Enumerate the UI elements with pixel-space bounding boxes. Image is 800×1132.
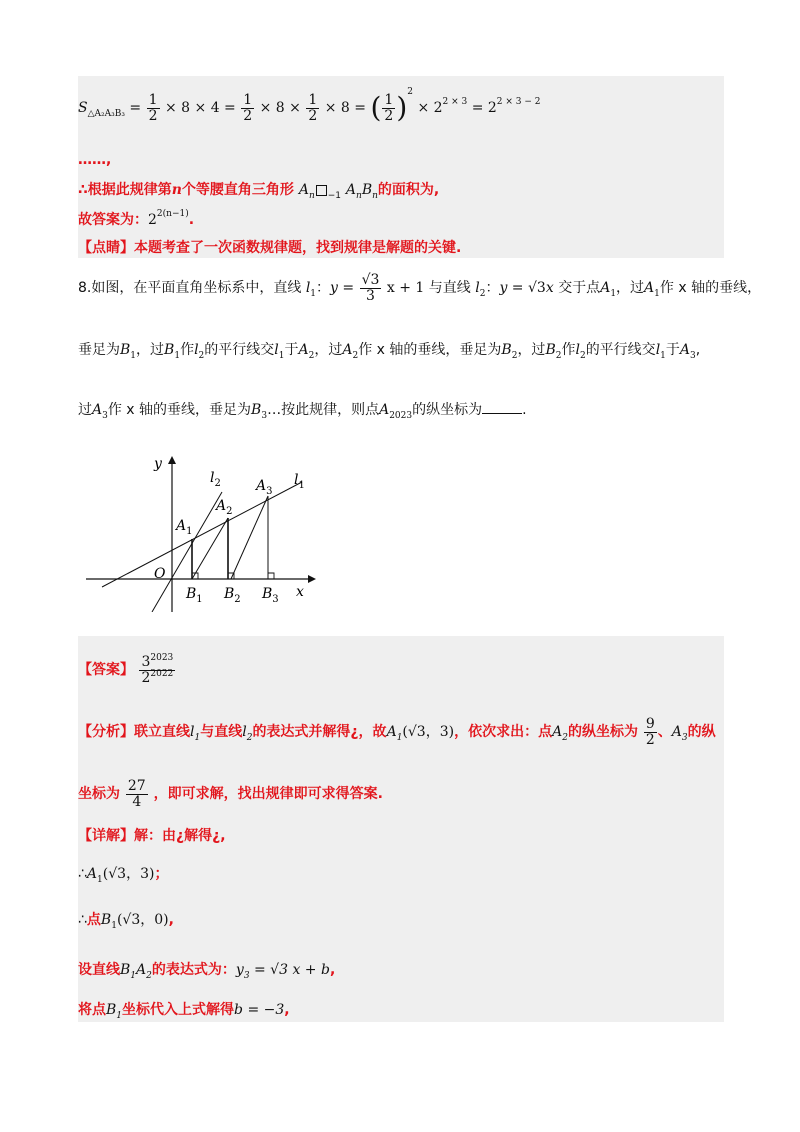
x-axis-label: x (296, 584, 304, 600)
b1-label: $B_1$ (186, 586, 203, 605)
answer-line-top: 故答案为：$2^{2(n-1)}$. (78, 209, 195, 228)
analysis-line-2: 坐标为 $\frac{27}{4}$ ，即可求解，找出规律即可求得答案. (78, 777, 383, 810)
answer-blank (482, 401, 522, 414)
comment-line: 【点睛】本题考查了一次函数规律题，找到规律是解题的关键. (78, 240, 462, 256)
question-line-3: 过$A_3$作 x 轴的垂线，垂足为$B_3\dots$按此规律，则点$A_{2023}$的纵坐标为 . (78, 402, 527, 421)
a3-label: $A_3$ (256, 478, 273, 497)
therefore-line-1: $\therefore A_1(√3$，3)； (78, 866, 169, 885)
answer-line: 【答案】 $\frac{3^{2023}}{2^{2022}}$ (78, 652, 174, 686)
question-line-1: 8.如图，在平面直角坐标系中，直线 $l_1$：y = $\frac{√3}{3}$ x + 1 与直线 $l_2$：y = √3x 交于点$A_1$，过$A_1$作 x 轴的垂线， (78, 271, 762, 304)
y-axis-label: y (154, 456, 162, 472)
set-line-expression: 设直线$B_1A_2$的表达式为：$y_3 = √3$ x + b, (78, 962, 336, 981)
substitute-line: 将点$B_1$坐标代入上式解得b = −3, (78, 1002, 290, 1021)
l2-label: $l_2$ (210, 470, 221, 489)
area-calculation: $S_{\triangle A_2A_3B_3}$ = $\frac{1}{2}$ × 8 × 4 = $\frac{1}{2}$ × 8 × $\frac{1}{2}$ × 8 = ( $\frac{1}{2}$ )$^2 \times 2^{2 \times 3} = 2^{2 \times 3 - 2}$ (78, 87, 541, 124)
question-line-2: 垂足为$B_1$，过$B_1$作$l_2$的平行线交$l_1$于$A_2$，过$A_2$作 x 轴的垂线，垂足为$B_2$，过$B_2$作$l_2$的平行线交$l_1$于$A_3$, (78, 342, 701, 361)
coordinate-figure (86, 452, 326, 612)
therefore-line-2: ∴点$B_1(√3$，0), (78, 912, 174, 931)
b3-label: $B_3$ (262, 586, 279, 605)
ellipsis-line: ……, (78, 152, 112, 168)
conclusion-line: ∴根据此规律第n个等腰直角三角形 $A_n$ $_{-1}$ $A_nB_n$的面积为, (78, 182, 440, 201)
analysis-line-1: 【分析】联立直线$l_1$与直线$l_2$的表达式并解得¿，故$A_1(√3$，3)，依次求出：点$A_2$的纵坐标为 $\frac{9}{2}$ 、$A_3$的纵 (78, 715, 716, 748)
origin-label: O (154, 566, 166, 582)
b2-label: $B_2$ (224, 586, 241, 605)
missing-glyph-icon (316, 185, 327, 196)
l1-label: $l_1$ (294, 472, 305, 491)
a2-label: $A_2$ (216, 498, 233, 517)
a1-label: $A_1$ (176, 518, 193, 537)
detail-header: 【详解】解：由¿解得¿, (78, 828, 226, 844)
